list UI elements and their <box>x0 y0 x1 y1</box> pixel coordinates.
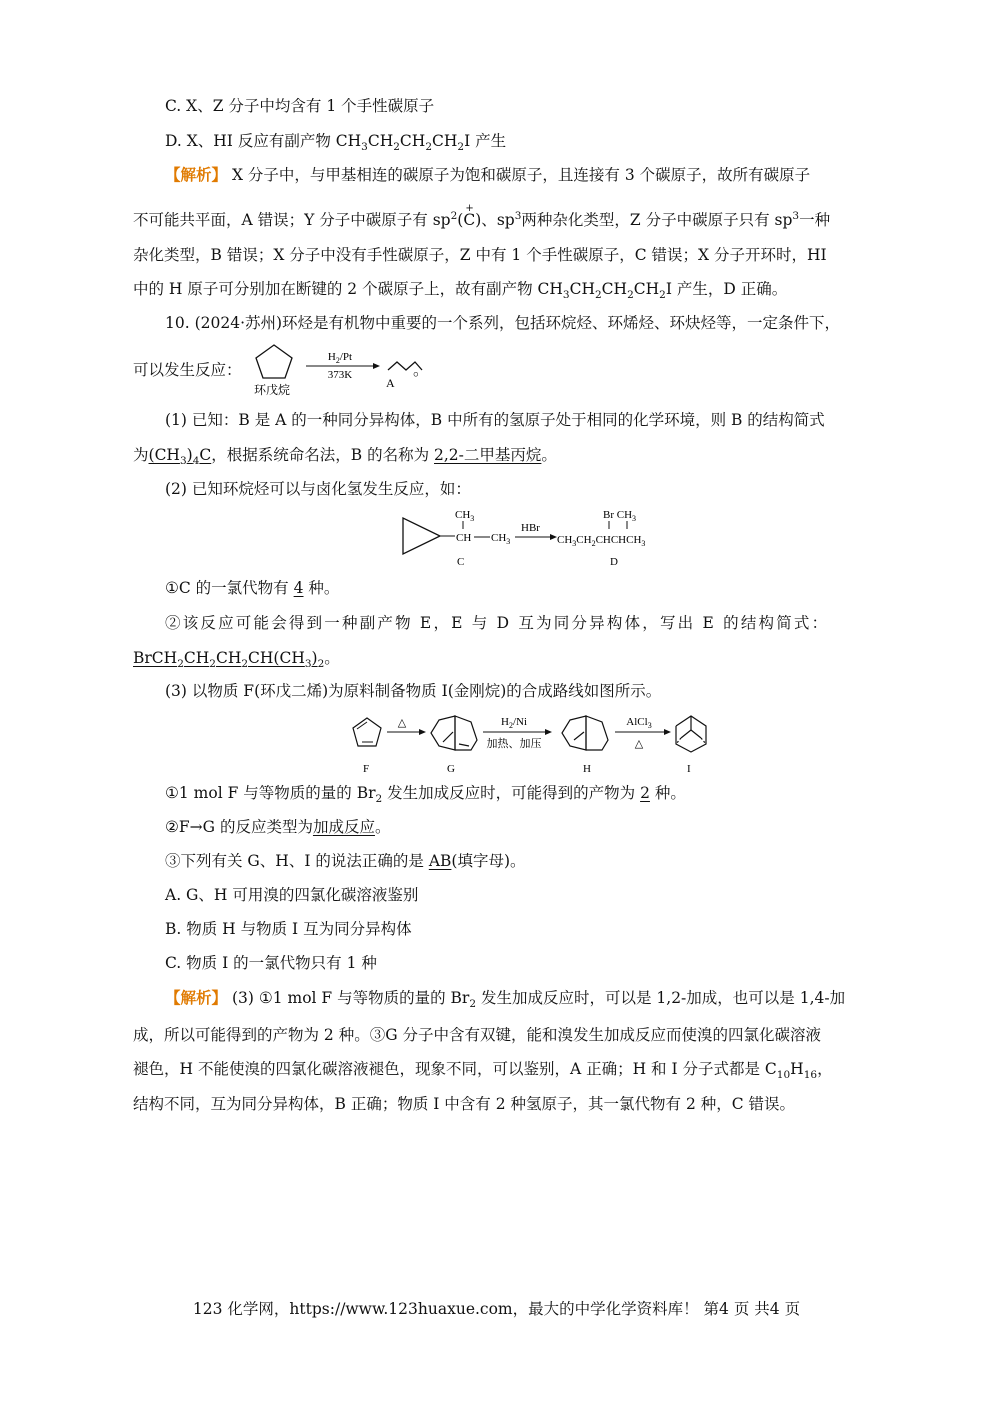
reagent-h2-ni: $H_2/Ni$ <box>500 716 528 730</box>
c-ch3-top: $CH_3$ <box>455 509 475 523</box>
question-10-stem: 10. (2024·苏州)环烃是有机物中重要的一个系列，包括环烷烃、环烯烃、环炔烃等，一定条件下， <box>165 314 841 332</box>
part-2-line-1: (2) 已知环烷烃可以与卤化氢发生反应，如： <box>165 480 471 498</box>
scheme-1-end: 。 <box>413 361 429 379</box>
reagent-h2-pt: $H_2/Pt$ <box>327 351 353 365</box>
label-g: G <box>447 763 455 775</box>
part-1-line-1: (1) 已知：B 是 A 的一种同分异构体，B 中所有的氢原子处于相同的化学环境，则 B 的结构简式 <box>165 411 825 429</box>
part-3-q1: ①1 mol F 与等物质的量的 $Br_2$ 发生加成反应时，可能得到的产物为 2 种。 <box>165 784 686 806</box>
d-product: $CH_3CH_2CHCHCH_3$ <box>557 534 646 548</box>
delta-1: △ <box>397 717 407 729</box>
label-d: D <box>610 556 618 568</box>
analysis-2-line-4: 结构不同，互为同分异构体，B 正确；物质 I 中含有 2 种氢原子，其一氯代物有 2 种，C 错误。 <box>133 1095 796 1113</box>
analysis-tag-2: 【解析】 <box>165 988 228 1007</box>
answer-choice: AB <box>428 852 452 870</box>
answer-monochloro-count: 4 <box>293 579 304 597</box>
label-h: H <box>583 763 591 775</box>
part-2-q1: ①C 的一氯代物有 4 种。 <box>165 579 340 597</box>
answer-reaction-type: 加成反应 <box>312 818 375 836</box>
option-d: D. X、HI 反应有副产物 $CH_3CH_2CH_2CH_2I$ 产生 <box>165 132 507 154</box>
label-c: C <box>457 556 465 568</box>
page-footer: 123 化学网，https://www.123huaxue.com，最大的中学化学资料库！ 第4 页 共4 页 <box>192 1300 801 1318</box>
part-2-q2: ②该反应可能会得到一种副产物 E，E 与 D 互为同分异构体，写出 E 的结构简式： <box>165 614 830 632</box>
reagent-373k: 373K <box>327 369 353 381</box>
part-1-line-2: 为$(CH_3)_4C$，根据系统命名法，B 的名称为 2,2-二甲基丙烷。 <box>133 446 557 468</box>
question-10-stem-2: 可以发生反应： <box>133 361 242 379</box>
answer-e-formula: $BrCH_2CH_2CH_2CH(CH_3)_2$ <box>133 649 325 671</box>
scheme-cyclopropane-hbr <box>395 505 670 571</box>
d-br-ch3: Br $CH_3$ <box>603 509 637 523</box>
c-ch3-right: $CH_3$ <box>491 532 511 546</box>
answer-product-count: 2 <box>640 784 650 802</box>
analysis-2-line-2: 成，所以可能得到的产物为 2 种。③G 分子中含有双键，能和溴发生加成反应而使溴的四氯化碳溶液 <box>133 1026 822 1044</box>
analysis-1-line-2: 不可能共平面，A 错误；Y 分子中碳原子有 $sp^2(C$ + )、$sp^3$两种杂化类型，Z 分子中碳原子只有 $sp^3$一种 <box>133 203 831 229</box>
c-ch: CH <box>456 532 472 544</box>
choice-c: C. 物质 I 的一氯代物只有 1 种 <box>165 954 377 972</box>
label-i: I <box>687 763 691 775</box>
cyclopentane-label: 环戊烷 <box>254 383 291 397</box>
label-f: F <box>363 763 370 775</box>
part-3-q2: ②F→G 的反应类型为加成反应。 <box>165 818 391 836</box>
option-c: C. X、Z 分子中均含有 1 个手性碳原子 <box>165 97 435 115</box>
answer-b-formula: $(CH_3)_4C$ <box>148 446 212 468</box>
reagent-heat-pressure: 加热、加压 <box>486 738 542 750</box>
product-a-label: A <box>386 376 395 390</box>
structure-g <box>431 716 477 750</box>
analysis-2-line-1: 【解析】 (3) ①1 mol F 与等物质的量的 $Br_2$ 发生加成反应时，可以是 1,2-加成，也可以是 1,4-加 <box>165 988 846 1011</box>
structure-h <box>562 716 608 750</box>
cyclopropane-structure <box>403 518 440 554</box>
part-3-q3: ③下列有关 G、H、I 的说法正确的是 AB(填字母)。 <box>165 852 526 870</box>
scheme-adamantane-synthesis <box>345 706 720 778</box>
analysis-1-line-3: 杂化类型，B 错误；X 分子中没有手性碳原子，Z 中有 1 个手性碳原子，C 错误；X 分子开环时，HI <box>133 246 827 264</box>
reagent-hbr: HBr <box>521 522 540 534</box>
choice-b: B. 物质 H 与物质 I 互为同分异构体 <box>165 920 412 938</box>
answer-b-name: 2,2-二甲基丙烷 <box>434 446 542 464</box>
scheme-cyclopentane-hydrogenation <box>240 340 425 400</box>
analysis-tag: 【解析】 <box>165 165 228 184</box>
structure-i <box>676 716 706 752</box>
cyclopentane-structure <box>256 345 292 378</box>
part-3-line-1: (3) 以物质 F(环戊二烯)为原料制备物质 I(金刚烷)的合成路线如图所示。 <box>165 682 662 700</box>
analysis-2-line-3: 褪色，H 不能使溴的四氯化碳溶液褪色，现象不同，可以鉴别，A 正确；H 和 I 分子式都是 $C_{10}H_{16}$， <box>133 1060 833 1082</box>
analysis-1-line-1: 【解析】 X 分子中，与甲基相连的碳原子为饱和碳原子，且连接有 3 个碳原子，故所有碳原子 <box>165 165 811 184</box>
reagent-alcl3: AlCl$_3$ <box>626 716 652 730</box>
choice-a: A. G、H 可用溴的四氯化碳溶液鉴别 <box>165 886 419 904</box>
analysis-1-line-4: 中的 H 原子可分别加在断键的 2 个碳原子上，故有副产物 $CH_3CH_2CH_2CH_2I$ 产生，D 正确。 <box>133 280 788 302</box>
delta-2: △ <box>634 738 644 750</box>
part-2-q2-answer: $BrCH_2CH_2CH_2CH(CH_3)_2$。 <box>133 649 340 671</box>
